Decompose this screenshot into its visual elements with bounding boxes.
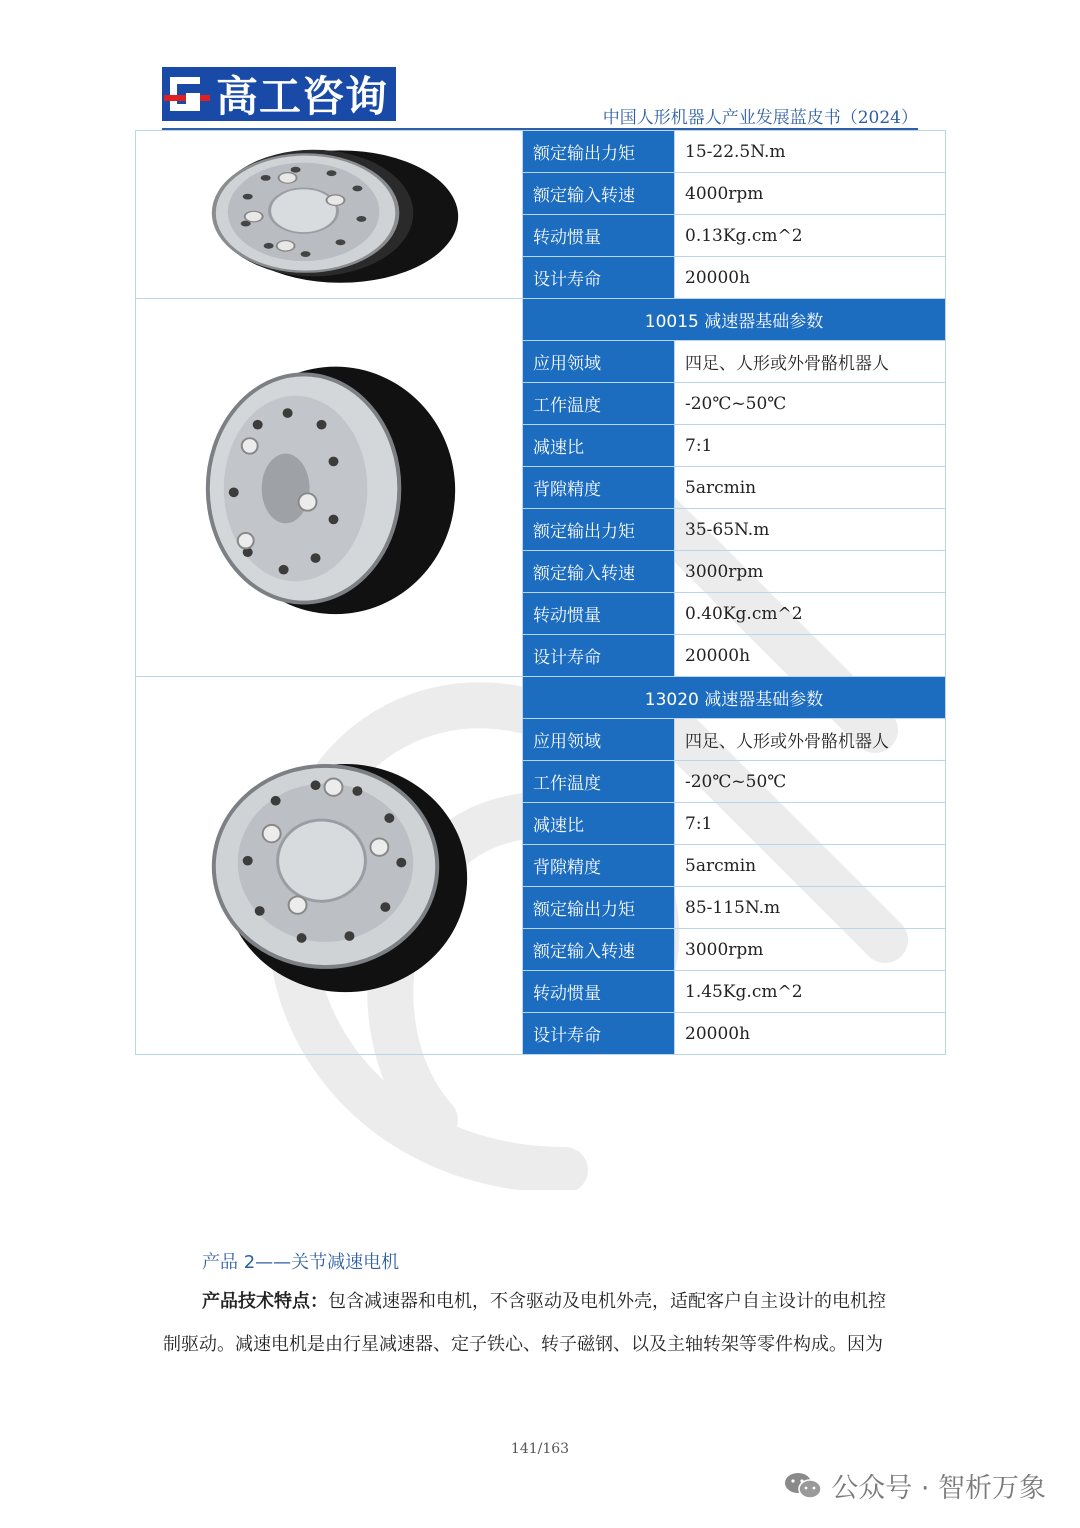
- spec-value: 20000h: [675, 635, 946, 677]
- spec-key: 转动惯量: [523, 971, 675, 1013]
- spec-key: 额定输出力矩: [523, 509, 675, 551]
- spec-value: 0.13Kg.cm^2: [675, 215, 946, 257]
- spec-value: 35-65N.m: [675, 509, 946, 551]
- spec-key: 减速比: [523, 803, 675, 845]
- brand-logo: [162, 66, 396, 122]
- reducer-image-cell-2: [136, 299, 523, 677]
- spec-key: 设计寿命: [523, 1013, 675, 1055]
- wechat-account-mark: [783, 1466, 1046, 1505]
- spec-key: 工作温度: [523, 761, 675, 803]
- reducer-spec-table: [135, 130, 946, 1055]
- para-text-1: 包含减速器和电机，不含驱动及电机外壳，适配客户自主设计的电机控: [328, 1291, 886, 1312]
- section-heading: 产品 2——关节减速电机: [202, 1252, 400, 1273]
- reducer-image-cell-1: [136, 131, 523, 299]
- page-number: 141/163: [510, 1441, 570, 1457]
- spec-key: 背隙精度: [523, 845, 675, 887]
- spec-key: 应用领域: [523, 719, 675, 761]
- spec-value: 四足、人形或外骨骼机器人: [675, 341, 946, 383]
- spec-value: -20℃~50℃: [675, 761, 946, 803]
- spec-value: 3000rpm: [675, 929, 946, 971]
- reducer-image-small: [136, 131, 522, 298]
- logo-text: 高工咨询: [208, 67, 396, 121]
- table-row: [136, 677, 946, 719]
- spec-key: 额定输出力矩: [523, 131, 675, 173]
- spec-value: 四足、人形或外骨骼机器人: [675, 719, 946, 761]
- reducer-image-13020: [136, 677, 522, 1054]
- spec-value: 85-115N.m: [675, 887, 946, 929]
- spec-key: 转动惯量: [523, 593, 675, 635]
- spec-value: 7:1: [675, 803, 946, 845]
- wechat-icon: [783, 1471, 823, 1501]
- account-name: 公众号 · 智析万象: [831, 1473, 1046, 1504]
- spec-key: 额定输出力矩: [523, 887, 675, 929]
- spec-key: 额定输入转速: [523, 173, 675, 215]
- spec-value: 15-22.5N.m: [675, 131, 946, 173]
- spec-value: 4000rpm: [675, 173, 946, 215]
- reducer-image-cell-3: [136, 677, 523, 1055]
- spec-value: 7:1: [675, 425, 946, 467]
- spec-value: 5arcmin: [675, 845, 946, 887]
- spec-value: -20℃~50℃: [675, 383, 946, 425]
- section-title-10015: 10015 减速器基础参数: [523, 299, 946, 341]
- spec-value: 20000h: [675, 257, 946, 299]
- section-title-13020: 13020 减速器基础参数: [523, 677, 946, 719]
- paragraph-line-2: 制驱动。减速电机是由行星减速器、定子铁心、转子磁钢、以及主轴转架等零件构成。因为: [163, 1334, 883, 1355]
- table-row: [136, 131, 946, 173]
- paragraph-line-1: [163, 1280, 919, 1323]
- spec-key: 设计寿命: [523, 635, 675, 677]
- spec-value: 5arcmin: [675, 467, 946, 509]
- spec-value: 1.45Kg.cm^2: [675, 971, 946, 1013]
- spec-key: 减速比: [523, 425, 675, 467]
- spec-key: 应用领域: [523, 341, 675, 383]
- spec-key: 额定输入转速: [523, 551, 675, 593]
- spec-key: 工作温度: [523, 383, 675, 425]
- spec-value: 3000rpm: [675, 551, 946, 593]
- para-label: 产品技术特点：: [202, 1291, 328, 1312]
- spec-value: 20000h: [675, 1013, 946, 1055]
- logo-g-icon: [162, 67, 208, 121]
- table-row: [136, 299, 946, 341]
- spec-key: 设计寿命: [523, 257, 675, 299]
- reducer-image-10015: [136, 299, 522, 676]
- spec-key: 转动惯量: [523, 215, 675, 257]
- spec-key: 额定输入转速: [523, 929, 675, 971]
- document-title: 中国人形机器人产业发展蓝皮书（2024）: [602, 108, 918, 128]
- spec-key: 背隙精度: [523, 467, 675, 509]
- spec-value: 0.40Kg.cm^2: [675, 593, 946, 635]
